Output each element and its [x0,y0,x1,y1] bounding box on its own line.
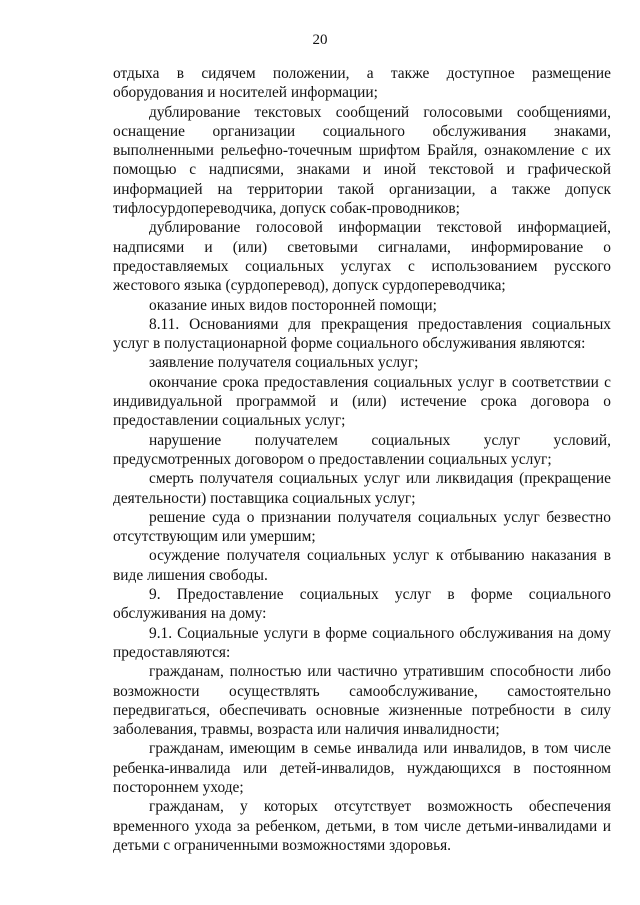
paragraph: решение суда о признании получателя социальных услуг безвестно отсутствующим или умершим; [113,508,611,546]
page-number: 20 [312,32,328,48]
paragraph: заявление получателя социальных услуг; [149,354,419,372]
paragraph: осуждение получателя социальных услуг к отбыванию наказания в виде лишения свободы. [113,547,611,584]
paragraph: окончание срока предоставления социальных услуг в соответствии с индивидуальной программой и (или) истечение срока договора о предоставлении социальных услуг; [113,373,611,430]
paragraph: гражданам, имеющим в семье инвалида или инвалидов, в том числе ребенка-инвалида или детей-инвалидов, нуждающихся в постоянном постороннем уходе; [113,740,611,796]
paragraph: нарушение получателем социальных услуг условий, предусмотренных договором о предоставлении социальных услуг; [113,431,611,468]
paragraph-section-8-11: 8.11. Основаниями для прекращения предоставления социальных услуг в полустационарной форме социального обслуживания являются: [113,315,611,353]
paragraph: оказание иных видов посторонней помощи; [149,296,437,314]
paragraph-section-9: 9. Предоставление социальных услуг в форме социального обслуживания на дому: [113,586,611,623]
paragraph: гражданам, полностью или частично утратившим способности либо возможности осуществлять самообслуживание, самостоятельно передвигаться, обеспечивать основные жизненные потребности в силу заболевания, травмы, возраста или наличия инвалидности; [113,663,611,739]
paragraph: смерть получателя социальных услуг или ликвидация (прекращение деятельности) поставщика социальных услуг; [113,470,611,507]
paragraph: дублирование текстовых сообщений голосовыми сообщениями, оснащение организации социального обслуживания знаками, выполненными рельефно-точечным шрифтом Брайля, ознакомление с их помощью с надписями, знаками и иной текстовой и графической информацией на территории такой организации, а также допуск тифлосурдопереводчика, допуск собак-проводников; [113,103,611,218]
document-body [113,64,611,855]
paragraph: гражданам, у которых отсутствует возможность обеспечения временного ухода за ребенком, детьми, в том числе детьми-инвалидами и детьми с ограниченными возможностями здоровья. [113,798,611,854]
paragraph-continuation: отдыха в сидячем положении, а также доступное размещение оборудования и носителей информации; [113,65,611,102]
paragraph-section-9-1: 9.1. Социальные услуги в форме социального обслуживания на дому предоставляются: [113,624,611,661]
paragraph: дублирование голосовой информации текстовой информацией, надписями и (или) световыми сигналами, информирование о предоставляемых социальных услугах с использованием русского жестового языка (сурдоперевод), допуск сурдопереводчика; [113,219,611,295]
